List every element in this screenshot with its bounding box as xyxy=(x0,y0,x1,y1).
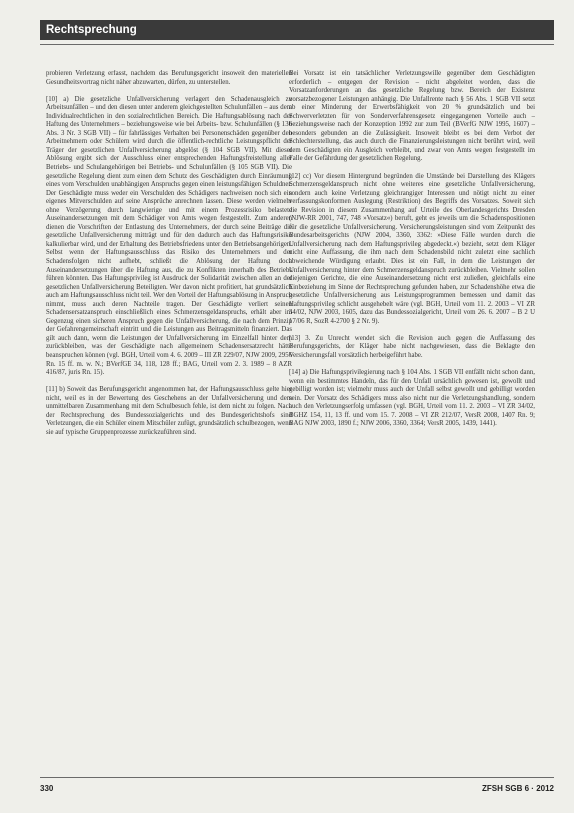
section-header-bar xyxy=(40,20,554,40)
text-column-right xyxy=(289,70,535,437)
text-column-left xyxy=(46,70,292,446)
paragraph: [11] b) Soweit das Berufungsgericht angenommen hat, der Haftungsausschluss gelte hier nicht, weil es in der Bewertung des Geschehens an der Unfallversicherung und dem unmittelbaren Zusammenhang mit dem Schulbesuch fehle, ist dem nicht zu folgen. Nach der Rechtsprechung des Bundessozialgerichts und des Bundesgerichtshofs sind Verletzungen, die ein Schüler einem Mitschüler zufügt, grundsätzlich schulbezogen, wenn sie auf typische Gruppenprozesse zurückzuführen sind. xyxy=(46,386,292,436)
paragraph: [12] cc) Vor diesem Hintergrund begründen die Umstände bei Darstellung des Klägers Schmerzensgeldanspruch nicht ohne weiteres eine gesetzliche Unfallversicherung, sondern auch keine Verletzung gleichrangiger Interessen und nötigt nicht zu einer verfassungskonformen Auslegung (Restriktion) des Begriffs des Vorsatzes. Soweit sich die Revision in diesem Zusammenhang auf Urteile des Oberlandesgerichts Dresden (NJW-RR 2001, 747, 748 »Vorsatz«) beruft, geht es jeweils um die Schadenspositionen für die gesetzliche Unfallversicherung. Versicherungsleistungen sind vom Zeitpunkt des Bundesarbeitsgerichts (NJW 2004, 3360, 3362: »Diese Fälle wurden durch die Unfallversicherung nach dem Haftungsprivileg abgedeckt.«) bezieht, setzt dem Kläger nicht eine Auffassung, die ihm nach dem Schadensbild nicht zuletzt eine sachlich abweichende Würdigung erlaubt. Dies ist ein Fall, in dem die Leistungen der Unfallversicherung hinter dem Schmerzensgeldanspruch zurückbleiben. Vielmehr sollen diejenigen Gerichte, die eine Auseinandersetzung nicht erst zuließen, gleichfalls eine Einbeziehung im Sinne der Rechtsprechung gefunden haben, zur Schadenshöhe etwa die gesetzliche Unfallversicherung aus Leistungsprogrammen bemessen und damit das Haftungsprivileg schlicht ausgehebelt wäre (vgl. BGH, Urteil vom 11. 2. 2003 – VI ZR 34/02, NJW 2003, 1605, dazu das Bundessozialgericht, Urteil vom 26. 6. 2007 – B 2 U 17/06 R, SozR 4-2700 § 2 Nr. 9). xyxy=(289,172,535,325)
footer-rule xyxy=(40,777,554,778)
paragraph: [10] a) Die gesetzliche Unfallversicherung verlagert den Schadenausgleich zu Arbeitsunfällen – und den diesen unter anderem gleichgestellten Schulunfällen – aus dem Individualrechtlichen in den sozialrechtlichen Bereich. Die Haftungsablösung nach der Haftung des Unternehmers – beziehungsweise wie bei Arbeits- bzw. Schulunfällen (§ 136 Abs. 3 Nr. 3 SGB VII) – für fahrlässiges Verhalten bei Personenschäden gegenüber den Arbeitnehmern oder Schülern wird durch die öffentlich-rechtliche Leistungspflicht der Träger der gesetzlichen Unfallversicherung abgelöst (§ 104 SGB VII). Mit dieser Ablösung ergibt sich der Ausschluss einer entsprechenden Haftungsfreistellung aller Betriebs- und Schulangehörigen bei Betriebs- und Schulunfällen (§ 105 SGB VII). Die gesetzliche Regelung dient zum einen dem Schutz des Geschädigten durch Einräumung eines vom Verschulden unabhängigen Anspruchs gegen einen leistungsfähigen Schuldner. Der Geschädigte muss weder ein Verschulden des Schädigers nachweisen noch sich ein eigenes Mitverschulden auf seine Ansprüche anrechnen lassen. Diese werden vielmehr ohne Verzögerung durch langwierige und mit einem Prozessrisiko belastete Auseinandersetzungen mit dem Schädiger von Amts wegen festgestellt. Zum anderen dienen die Vorschriften der Entlastung des Unternehmers, der durch seine Beiträge die gesetzliche Unfallversicherung mitträgt und für den dadurch auch das Haftungsrisiko kalkulierbar wird, und der Erhaltung des Betriebsfriedens unter den Betriebsangehörigen. Selbst wenn der Haftungsausschluss das Risiko des Unternehmers und der Schadensfolgen nicht aufhebt, schließt die Ablösung der Haftung doch Auseinandersetzungen über die Haftung aus, die zu Konflikten innerhalb des Betriebs führen könnten. Das Haftungsprivileg ist Ausdruck der Solidarität zwischen allen an der gesetzlichen Unfallversicherung Beteiligten. Wer davon nicht profitiert, hat grundsätzlich auch am Haftungsausschluss nicht teil. Wer den Vorteil der Haftungsablösung in Anspruch nimmt, muss auch deren Nachteile tragen. Der Geschädigte verliert seinen Schadensersatzanspruch einschließlich eines Schmerzensgeldanspruchs, erhält aber im Gegenzug einen sicheren Anspruch gegen die Unfallversicherung, die nach dem Prinzip der Gefahrengemeinschaft eintritt und die Leistungen aus Beitragsmitteln finanziert. Das gilt auch dann, wenn die Leistungen der Unfallversicherung im Einzelfall hinter dem zurückbleiben, was der Geschädigte nach allgemeinem Schadensersatzrecht hätte beanspruchen können (vgl. BGH, Urteil vom 4. 6. 2009 – III ZR 229/07, NJW 2009, 2956 Rn. 15 ff. m. w. N.; BVerfGE 34, 118, 128 ff.; BAG, Urteil vom 2. 3. 1989 – 8 AZR 416/87, juris Rn. 15). xyxy=(46,95,292,377)
page-footer xyxy=(40,781,554,795)
journal-issue: ZFSH SGB 6 · 2012 xyxy=(481,783,554,793)
paragraph: probieren Verletzung erfasst, nachdem das Berufungsgericht insoweit den materiellen Gesundheitsvortrag nicht näher abzuwarten, dürfen, zu unterstellen. xyxy=(46,70,292,86)
paragraph: [14] a) Die Haftungsprivilegierung nach § 104 Abs. 1 SGB VII entfällt nicht schon dann, wenn ein bestimmtes Handeln, das für den Unfall ursächlich gewesen ist, gewollt und gebilligt worden ist; vielmehr muss auch der Unfall selbst gewollt und gebilligt worden sein. Der Vorsatz des Schädigers muss also nicht nur die Verletzungshandlung, sondern auch den Verletzungserfolg umfassen (vgl. BGH, Urteil vom 11. 2. 2003 – VI ZR 34/02, BGHZ 154, 11, 13 ff. und vom 15. 7. 2008 – VI ZR 212/07, VersR 2008, 1407 Rn. 9; BAG NJW 2003, 1890 f.; NJW 2006, 3360, 3364; VersR 2005, 1439, 1441). xyxy=(289,369,535,428)
page-number: 330 xyxy=(40,783,54,793)
header-rule xyxy=(40,44,554,45)
section-title: Rechtsprechung xyxy=(46,24,137,36)
paragraph: [13] 3. Zu Unrecht wendet sich die Revision auch gegen die Auffassung des Berufungsgerichts, der Kläger habe nicht nachgewiesen, dass die Beklagte den Versicherungsfall vorsätzlich herbeigeführt habe. xyxy=(289,334,535,359)
paragraph: Bei Vorsatz ist ein tatsächlicher Verletzungswille gegenüber dem Geschädigten erforderlich – entgegen der Revision – nicht abgeleitet worden, dass die Vorsatzanforderungen an das gesetzliche Regelung bzw. Bereich der Existenz vorsatzbezogener Leistungen anhängig. Die Unfallrente nach § 56 Abs. 1 SGB VII setzt ab einer Minderung der Erwerbsfähigkeit von 20 % grundsätzlich und bei Schwerverletzten für von Sonderverfahrensgesetz eingegangenen Vorteile auch – beziehungsweise nach der Konzeption 1992 zur zum Teil (BVerfG NJW 1995, 1607) – besonders gebunden an die Zulässigkeit. Insoweit bleibt es bei dem Verbot der Schlechterstellung, das auch durch die Finanzierungsleistungen nicht berührt wird, weil dem Geschädigten ein Ausgleich verbleibt, und zwar von Amts wegen festgestellt im Falle der Gefährdung der gesetzlichen Regelung. xyxy=(289,70,535,163)
